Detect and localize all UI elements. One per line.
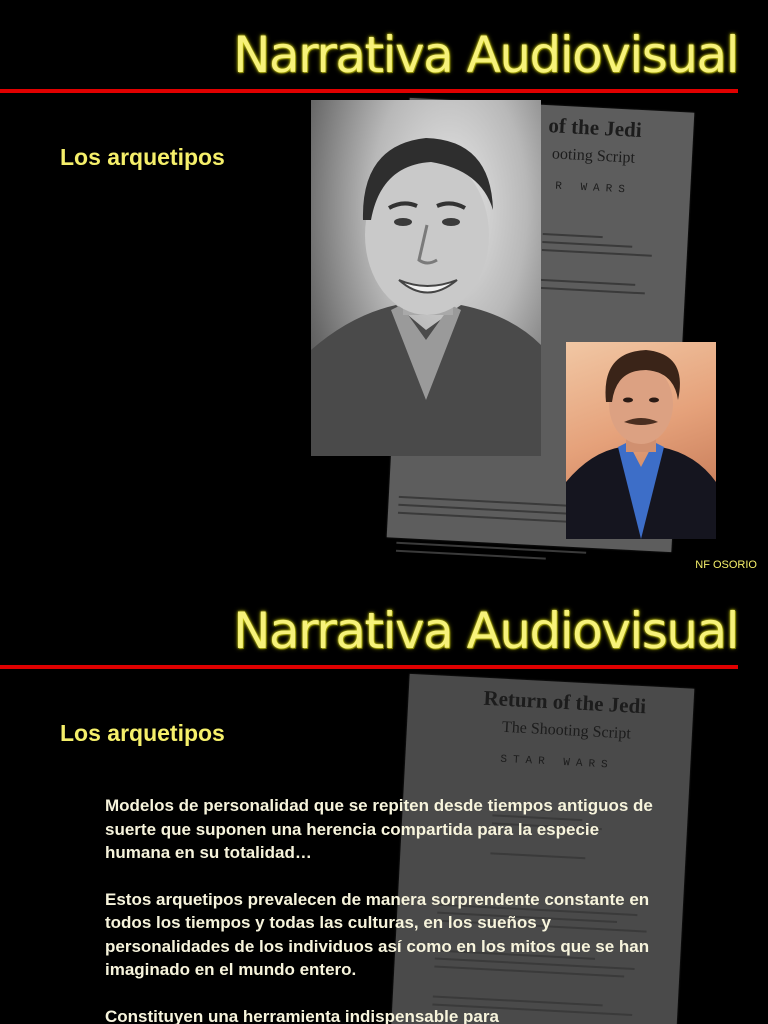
script-subtitle: ooting Script <box>551 145 636 167</box>
script-text-lines <box>539 205 674 318</box>
portrait-photo-elderly-man <box>311 100 541 456</box>
slide-2 <box>0 576 768 1024</box>
body-text <box>105 794 665 1024</box>
paragraph-3: Constituyen una herramienta indispensable para <box>105 1006 499 1024</box>
slide-title: Narrativa Audiovisual <box>233 602 738 660</box>
slide-title: Narrativa Audiovisual <box>233 26 738 84</box>
script-title: Return of the Jedi <box>482 685 647 719</box>
paragraph-2: Estos arquetipos prevalecen de manera sorprendente constante en todos los tiempos y todas las culturas, en los sueños y personalidades de los individuos así como en los mitos que se han imaginado en el mundo entero. <box>105 889 650 979</box>
portrait-photo-man-blue-shirt <box>566 342 716 539</box>
slide-subtitle: Los arquetipos <box>60 720 225 746</box>
author-credit: NF OSORIO <box>695 559 757 571</box>
script-star-wars: R WARS <box>554 180 632 197</box>
script-subtitle: The Shooting Script <box>501 718 632 743</box>
title-divider <box>0 89 738 93</box>
script-star-wars: STAR WARS <box>500 753 614 772</box>
paragraph-1: Modelos de personalidad que se repiten desde tiempos antiguos de suerte que suponen una herencia compartida para la especie humana en su totalidad… <box>105 796 653 862</box>
title-divider <box>0 665 738 669</box>
slide-subtitle: Los arquetipos <box>60 144 225 170</box>
script-title: of the Jedi <box>547 113 643 143</box>
